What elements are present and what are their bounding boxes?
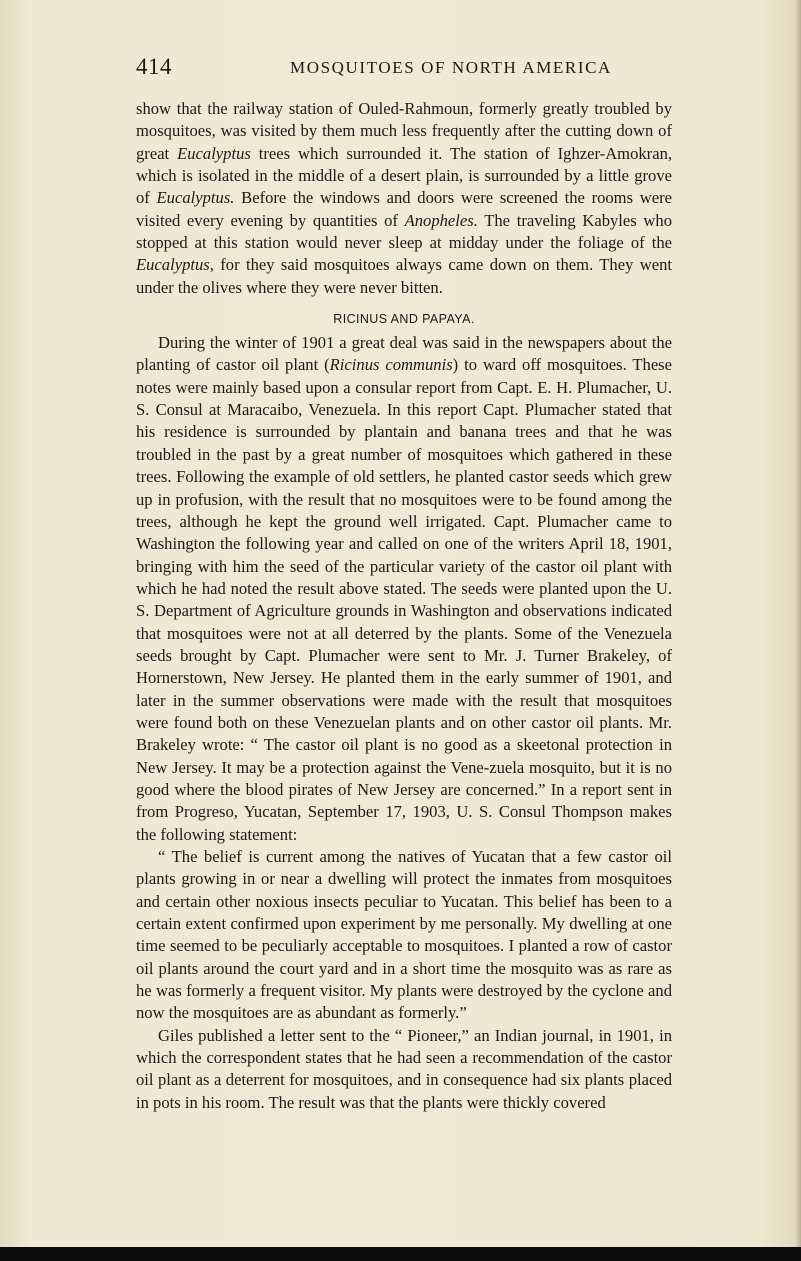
text-run: The traveling Kabyles who stopped at this station would never sleep at midday under the foliage of the bbox=[136, 210, 672, 253]
genus-anopheles: Anopheles. bbox=[404, 210, 478, 230]
page-header bbox=[136, 54, 672, 82]
paragraph-eucalyptus bbox=[136, 98, 672, 299]
genus-eucalyptus: Eucalyptus bbox=[177, 143, 251, 163]
species-ricinus-communis: Ricinus communis bbox=[329, 355, 453, 375]
text-run: During the winter of 1901 a great deal was said in the newspapers about the planting of castor oil plant ( bbox=[136, 333, 672, 375]
genus-eucalyptus: Eucalyptus. bbox=[156, 188, 235, 208]
section-heading: RICINUS AND PAPAYA. bbox=[333, 312, 475, 327]
paragraph-giles: Giles published a letter sent to the “ Pioneer,” an Indian journal, in 1901, in which the correspondent states that he had seen a recommendation of the castor oil plant as a deterrent for mosquitoes, and in consequence had six plants placed in pots in his room. The result was that the plants were thickly covered bbox=[136, 1025, 672, 1112]
body-text bbox=[136, 98, 672, 1114]
paragraph-quotation-thompson: “ The belief is current among the natives of Yucatan that a few castor oil plants growing in or near a dwelling will protect the inmates from mosquitoes and certain other noxious insects peculiar to Yucatan. This belief has been to a certain extent confirmed upon experiment by me personally. My dwelling at one time seemed to be peculiarly acceptable to mosquitoes. I planted a row of castor oil plants around the court yard and in a short time the mosquito was as rare as he was formerly a frequent visitor. My plants were destroyed by the cyclone and now the mosquitoes are as abundant as formerly.” bbox=[136, 847, 672, 1023]
scan-bottom-border bbox=[0, 1247, 801, 1261]
text-run: for they said mosquitoes always came down on them. They went under the olives where they were never bitten. bbox=[136, 255, 672, 297]
text-run: show that the railway station of Ouled-Rahmoun, formerly greatly troubled by mosquitoes, was visited by them much less frequently after the cutting down of great bbox=[136, 99, 672, 163]
page-edge-shadow bbox=[795, 0, 801, 1261]
text-run: trees which surrounded it. The station of Ighzer-Amokran, which is isolated in the middle of a desert plain, is surrounded by a little grove of bbox=[136, 143, 673, 208]
genus-eucalyptus: Eucalyptus, bbox=[136, 255, 214, 275]
text-run: Before the windows and doors were screened the rooms were visited every evening by quantities of bbox=[136, 188, 672, 230]
paragraph-castor-oil bbox=[136, 332, 672, 846]
running-title: MOSQUITOES OF NORTH AMERICA bbox=[290, 58, 612, 77]
page-number: 414 bbox=[136, 54, 172, 79]
text-run: ) to ward off mosquitoes. These notes were mainly based upon a consular report from Capt. E. H. Plumacher, U. S. Consul at Maracaibo, Venezuela. In this report Capt. Plumacher stated that his residence is surrounded by plantain and banana trees and that he was troubled in the past by a great number of mosquitoes which gathered in these trees. Following the example of old settlers, he planted castor seeds which grew up in profusion, with the result that no mosquitoes were to be found among the trees, although he kept the ground well irrigated. Capt. Plumacher came to Washington the following year and called on one of the writers April 18, 1901, bringing with him the seed of the particular variety of the castor oil plant with which he had noted the result above stated. The seeds were planted upon the U. S. Department of Agriculture grounds in Washington and observations indicated that mosquitoes were not at all deterred by the plants. Some of the Venezuela seeds brought by Capt. Plumacher were sent to Mr. J. Turner Brakeley, of Hornerstown, New Jersey. He planted them in the early summer of 1901, and later in the summer observations were made with the result that mosquitoes were found both on these Venezuelan plants and on other castor oil plants. Mr. Brakeley wrote: “ The castor oil plant is no good as a skeetonal protection in New Jersey. It may be a protection against the Vene-zuela mosquito, but it is no good where the blood pirates of New Jersey are concerned.” In a report sent in from Progreso, Yucatan, September 17, 1903, U. S. Consul Thompson makes the following statement: bbox=[136, 355, 673, 844]
